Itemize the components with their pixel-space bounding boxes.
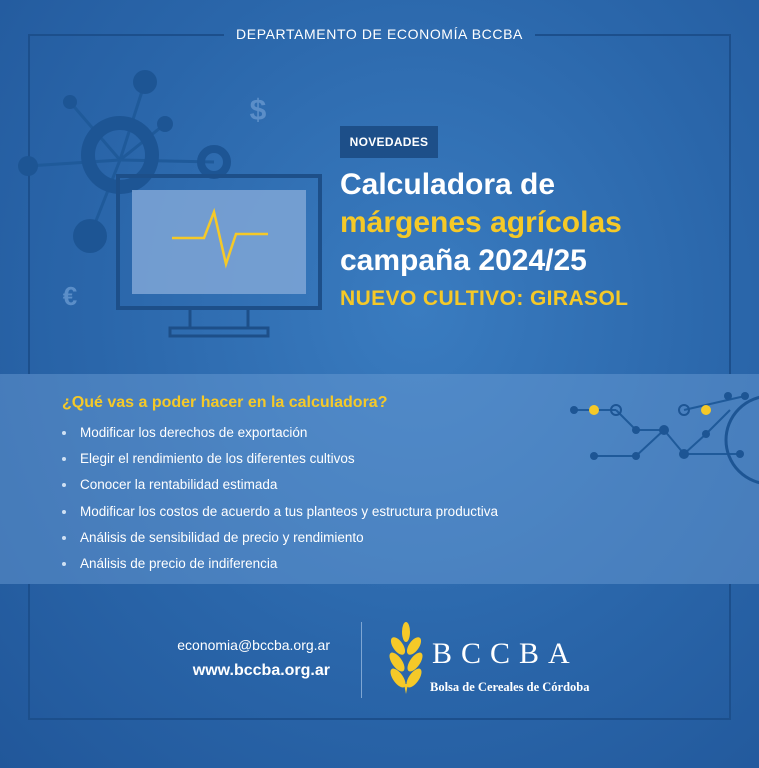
subtitle: NUEVO CULTIVO: GIRASOL (340, 287, 629, 310)
frame-left-bottom (28, 584, 30, 720)
list-item (62, 525, 498, 551)
novedades-badge: NOVEDADES (340, 126, 438, 158)
list-item-text: Modificar los costos de acuerdo a tus planteos y estructura productiva (80, 503, 498, 519)
title-line-1: Calculadora de (340, 168, 556, 201)
list-item (62, 446, 498, 472)
network-illustration (0, 0, 340, 360)
list-item (62, 551, 498, 577)
list-item (62, 499, 498, 525)
bullet-icon (62, 457, 66, 461)
logo-name: BCCBA (432, 637, 579, 670)
page-title (340, 166, 622, 280)
bullet-icon (62, 431, 66, 435)
list-item (62, 420, 498, 446)
list-item-text: Análisis de precio de indiferencia (80, 556, 278, 572)
frame-right-bottom (729, 584, 731, 720)
features-question: ¿Qué vas a poder hacer en la calculadora? (62, 394, 388, 411)
bullet-icon (62, 510, 66, 514)
contact-email-link[interactable]: economia@bccba.org.ar (177, 637, 330, 653)
features-list (62, 420, 498, 577)
footer-divider (361, 622, 362, 698)
dollar-icon: $ (249, 94, 267, 127)
website-link[interactable]: www.bccba.org.ar (192, 662, 330, 679)
list-item-text: Análisis de sensibilidad de precio y rendimiento (80, 529, 364, 545)
list-item-text: Conocer la rentabilidad estimada (80, 477, 278, 493)
list-item (62, 472, 498, 498)
logo-subtitle: Bolsa de Cereales de Córdoba (430, 680, 590, 694)
bullet-icon (62, 536, 66, 540)
frame-right-top (729, 34, 731, 374)
euro-icon: € (62, 281, 78, 311)
title-line-2: márgenes agrícolas (340, 206, 622, 239)
frame-bottom (28, 718, 731, 720)
title-line-3: campaña 2024/25 (340, 244, 587, 277)
department-header: DEPARTAMENTO DE ECONOMÍA BCCBA (236, 26, 523, 42)
bullet-icon (62, 562, 66, 566)
list-item-text: Modificar los derechos de exportación (80, 425, 308, 441)
monitor-icon (118, 176, 320, 336)
list-item-text: Elegir el rendimiento de los diferentes cultivos (80, 451, 355, 467)
bullet-icon (62, 483, 66, 487)
